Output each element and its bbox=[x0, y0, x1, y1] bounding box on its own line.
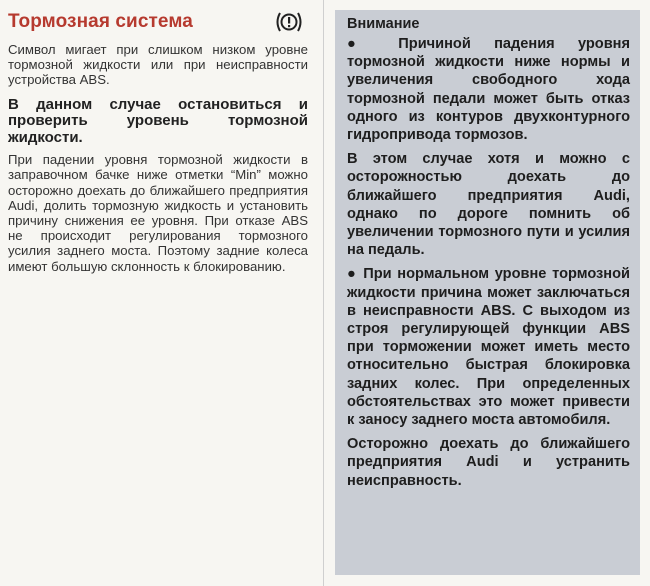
warning-bullet-2-text: При нормальном уровне тормозной жидкости причина может заключаться в неисправности ABS. С выходом из строя регулирующей функции ABS при торможении может иметь место относительно быстрая блокировка задних колес. При определенных обстоятельствах это может привести к заносу заднего моста автомобиля. bbox=[347, 266, 630, 429]
column-divider bbox=[323, 0, 324, 586]
warning-heading: Внимание bbox=[347, 16, 420, 32]
warning-paragraph-2: В этом случае хотя и можно с осторожностью доехать до ближайшего предприятия Audi, однако по дороге помнить об увеличении тормозного пути и усилия на педаль. bbox=[347, 151, 630, 259]
section-title: Тормозная система bbox=[8, 11, 193, 32]
action-instruction: В данном случае остановиться и проверить уровень тормозной жидкости. bbox=[8, 95, 308, 146]
warning-bullet-1 bbox=[347, 35, 630, 144]
warning-bullet-1-text: Причиной падения уровня тормозной жидкости ниже нормы и увеличения свободного хода тормозной педали может быть отказ одного из контуров двухконтурного гидропривода тормозов. bbox=[347, 36, 630, 144]
bullet-icon: ● bbox=[347, 266, 358, 283]
warning-box bbox=[335, 10, 640, 575]
title-row bbox=[8, 8, 308, 36]
warning-paragraph-4: Осторожно доехать до ближайшего предприятия Audi и устранить неисправность. bbox=[347, 436, 630, 489]
bullet-icon: ● bbox=[347, 36, 376, 52]
warning-bullet-2 bbox=[347, 265, 630, 429]
brake-warning-icon bbox=[274, 10, 304, 34]
description-paragraph: Символ мигает при слишком низком уровне тормозной жидкости или при неисправности устройства ABS. bbox=[8, 42, 308, 88]
details-paragraph: При падении уровня тормозной жидкости в заправочном бачке ниже отметки “Min” можно осторожно доехать до ближайшего предприятия Audi, долить тормозную жидкость и установить причину снижения ее уровня. При отказе ABS не происходит регулирования тормозного усилия заднего моста. Поэтому задние колеса имеют большую склонность к блокированию. bbox=[8, 152, 308, 274]
left-column bbox=[8, 8, 308, 274]
